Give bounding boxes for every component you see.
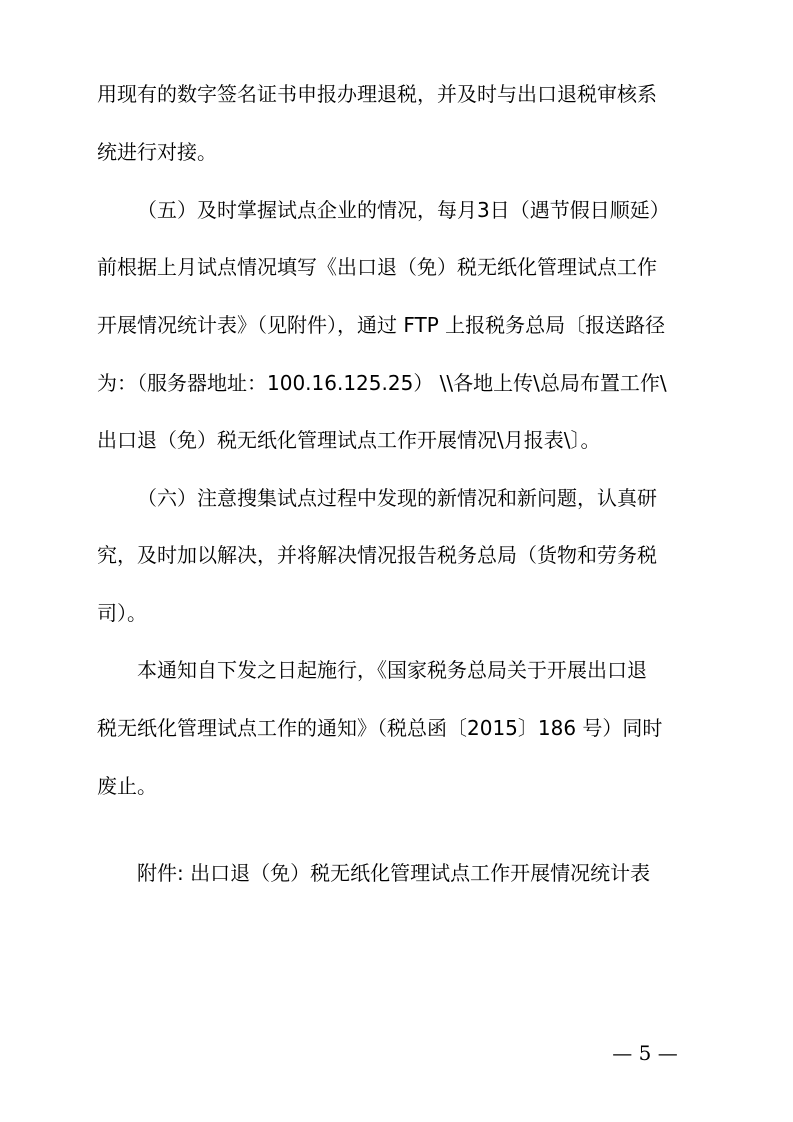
paragraph-line: 为：（服务器地址：100.16.125.25） \\各地上传\总局布置工作\ (97, 371, 667, 395)
page-number: — 5 — (612, 1041, 678, 1065)
paragraph-line: 税无纸化管理试点工作的通知》（税总函〔2015〕186 号）同时 (97, 716, 663, 740)
attachment-line: 附件: 出口退（免）税无纸化管理试点工作开展情况统计表 (137, 861, 651, 885)
paragraph-line: （六）注意搜集试点过程中发现的新情况和新问题，认真研 (137, 486, 657, 510)
paragraph-line: 用现有的数字签名证书申报办理退税，并及时与出口退税审核系 (97, 82, 657, 106)
paragraph-line: 本通知自下发之日起施行，《国家税务总局关于开展出口退 (137, 658, 647, 682)
paragraph-line: 开展情况统计表》（见附件），通过 FTP 上报税务总局〔报送路径 (97, 313, 666, 337)
paragraph-line: 废止。 (97, 774, 157, 798)
paragraph-line: 出口退（免）税无纸化管理试点工作开展情况\月报表\〕。 (97, 428, 601, 452)
paragraph-line: 司）。 (97, 601, 147, 625)
paragraph-line: （五）及时掌握试点企业的情况，每月3日（遇节假日顺延） (137, 198, 670, 222)
paragraph-line: 统进行对接。 (97, 140, 217, 164)
paragraph-line: 究，及时加以解决，并将解决情况报告税务总局（货物和劳务税 (97, 543, 657, 567)
paragraph-line: 前根据上月试点情况填写《出口退（免）税无纸化管理试点工作 (97, 255, 657, 279)
